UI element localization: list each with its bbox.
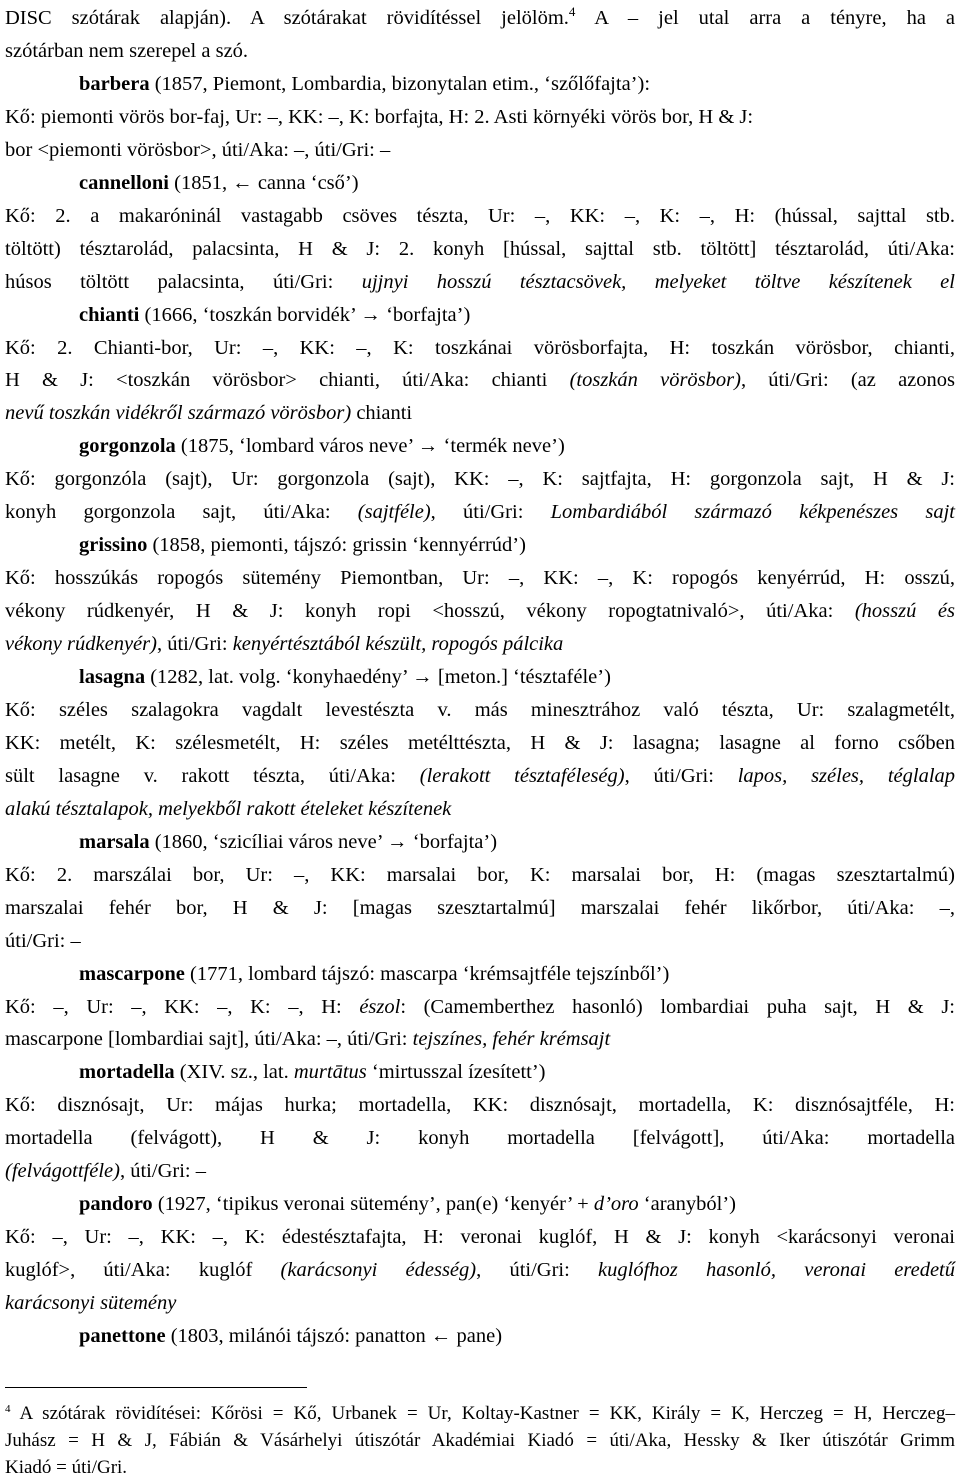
text-line: húsos töltött palacsinta, úti/Gri: ujjnyi hosszú tésztacsövek, melyeket töltve készítenek el [5,270,955,293]
text-line: H & J: <toszkán vörösbor> chianti, úti/Aka: chianti (toszkán vörösbor), úti/Gri: (az azonos [5,369,955,392]
entry-headword-line: gorgonzola (1875, ‘lombard város neve’ → ‘termék neve’) [79,435,565,458]
text-line: sült lasagne v. rakott tészta, úti/Aka: (lerakott tésztaféleség), úti/Gri: lapos, széles, téglalap [5,764,956,787]
text-line: alakú tésztalapok, melyekből rakott ételeket készítenek [5,797,452,820]
entry-headword-line: mascarpone (1771, lombard tájszó: mascarpa ‘krémsajtféle tejszínből’) [79,962,670,985]
footnote-separator [5,1387,307,1388]
footnote-line: Kiadó = úti/Gri. [5,1457,128,1479]
text-line: Kő: 2. Chianti-bor, Ur: –, KK: –, K: toszkánai vörösborfajta, H: toszkán vörösbor, chianti, [5,336,955,359]
text-line: Kő: 2. a makaróninál vastagabb csöves tészta, Ur: –, KK: –, K: –, H: (hússal, sajttal stb. [5,204,955,227]
text-line: Kő: –, Ur: –, KK: –, K: –, H: észol: (Camemberthez hasonló) lombardiai puha sajt, H & J: [5,995,956,1018]
entry-headword-line: marsala (1860, ‘szicíliai város neve’ → ‘borfajta’) [79,830,498,853]
footnote-line: $^4$ A szótárak rövidítései: Kőrösi = Kő, Urbanek = Ur, Koltay-Kastner = KK, Király = K, Herczeg = H, Herczeg– [5,1403,955,1424]
text-line: DISC szótárak alapján). A szótárakat rövidítéssel jelölöm.$^4$ A – jel utal arra a tényre, ha a [5,4,955,29]
text-line: kuglóf>, úti/Aka: kuglóf (karácsonyi édesség), úti/Gri: kuglófhoz hasonló, veronai eredetű [5,1259,955,1282]
footnote-line: Juhász = H & J, Fábián & Vásárhelyi útiszótár Akadémiai Kiadó = úti/Aka, Hessky & Iker útiszótár Grimm [5,1430,955,1452]
text-line: Kő: gorgonzóla (sajt), Ur: gorgonzola (sajt), KK: –, K: sajtfajta, H: gorgonzola sajt, H & J: [5,468,955,491]
text-line: vékony rúdkenyér), úti/Gri: kenyértésztából készült, ropogós pálcika [5,633,564,656]
entry-headword-line: lasagna (1282, lat. volg. ‘konyhaedény’ → [meton.] ‘tésztaféle’) [79,666,611,688]
text-line: bor <piemonti vörösbor>, úti/Aka: –, úti/Gri: – [5,138,391,161]
text-line: töltött) tésztarolád, palacsinta, H & J: 2. konyh [hússal, sajttal stb. töltött] tésztarolád, úti/Aka: [5,237,955,260]
text-line: mortadella (felvágott), H & J: konyh mortadella [felvágott], úti/Aka: mortadella [5,1127,955,1150]
entry-headword-line: cannelloni (1851, ← canna ‘cső’) [79,171,359,194]
text-line: nevű toszkán vidékről származó vörösbor) chianti [5,402,413,425]
text-line: Kő: –, Ur: –, KK: –, K: édestésztafajta, H: veronai kuglóf, H & J: konyh <karácsonyi veronai [5,1226,955,1249]
text-line: szótárban nem szerepel a szó. [5,39,249,62]
text-line: KK: metélt, K: szélesmetélt, H: széles metélttészta, H & J: lasagna; lasagne al forno csőben [5,731,955,754]
entry-headword-line: barbera (1857, Piemont, Lombardia, bizonytalan etim., ‘szőlőfajta’): [79,72,651,95]
text-line: konyh gorgonzola sajt, úti/Aka: (sajtféle), úti/Gri: Lombardiából származó kékpenészes sajt [5,501,955,524]
text-line: marszalai fehér bor, H & J: [magas szesztartalmú] marszalai fehér likőrbor, úti/Aka: –, [5,896,955,919]
text-line: Kő: piemonti vörös bor-faj, Ur: –, KK: –, K: borfajta, H: 2. Asti környéki vörös bor, H & J: [5,105,754,128]
entry-headword-line: pandoro (1927, ‘tipikus veronai sütemény’, pan(e) ‘kenyér’ + d’oro ‘aranyból’) [79,1193,736,1216]
text-line: úti/Gri: – [5,929,81,952]
entry-headword-line: panettone (1803, milánói tájszó: panatton ← pane) [79,1325,503,1347]
entry-headword-line: mortadella (XIV. sz., lat. murtātus ‘mirtusszal ízesített’) [79,1061,546,1084]
entry-headword-line: grissino (1858, piemonti, tájszó: grissin ‘kennyérrúd’) [79,534,526,557]
text-line: karácsonyi sütemény [5,1292,177,1315]
text-line: vékony rúdkenyér, H & J: konyh ropi <hosszú, vékony ropogtatnivaló>, úti/Aka: (hosszú és [5,600,956,623]
text-line: Kő: széles szalagokra vagdalt levestészta v. más minesztrához való tészta, Ur: szalagmetélt, [5,698,955,721]
text-line: Kő: hosszúkás ropogós sütemény Piemontban, Ur: –, KK: –, K: ropogós kenyérrúd, H: osszú, [5,567,955,590]
text-line: mascarpone [lombardiai sajt], úti/Aka: –, úti/Gri: tejszínes, fehér krémsajt [5,1028,611,1051]
text-line: Kő: 2. marszálai bor, Ur: –, KK: marsalai bor, K: marsalai bor, H: (magas szesztartalmú) [5,863,955,886]
text-line: (felvágottféle), úti/Gri: – [5,1160,206,1183]
text-line: Kő: disznósajt, Ur: májas hurka; mortadella, KK: disznósajt, mortadella, K: disznósajtféle, H: [5,1094,955,1117]
entry-headword-line: chianti (1666, ‘toszkán borvidék’ → ‘borfajta’) [79,303,471,326]
